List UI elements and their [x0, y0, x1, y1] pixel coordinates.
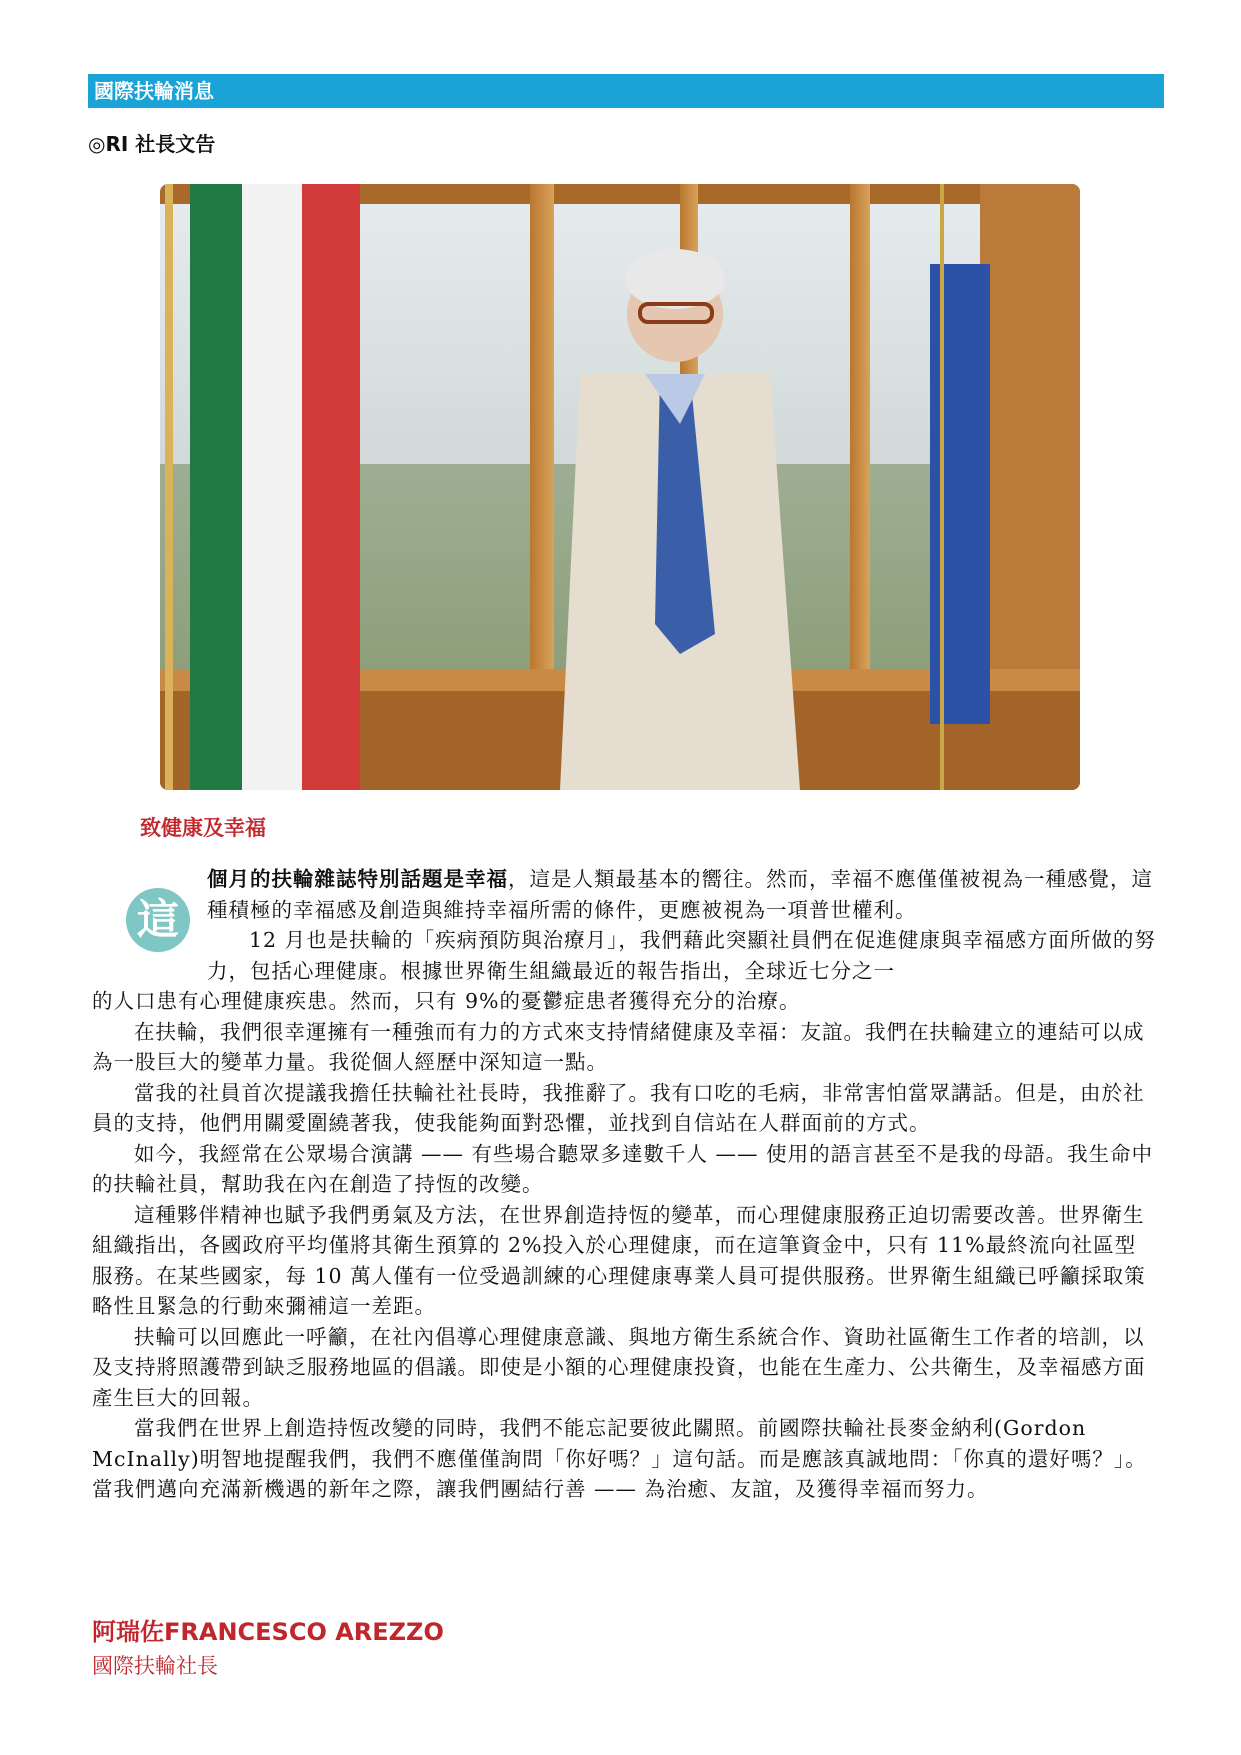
paragraph-2a: 12 月也是扶輪的「疾病預防與治療月」，我們藉此突顯社員們在促進健康與幸福感方面所做的努力，包括心理健康。根據世界衛生組織最近的報告指出，全球近七分之一: [207, 928, 1156, 983]
dropcap-letter: 這: [126, 888, 190, 952]
section-title: ◎RI 社長文告: [88, 132, 216, 156]
paragraph-5: 如今，我經常在公眾場合演講 —— 有些場合聽眾多達數千人 —— 使用的語言甚至不是我的母語。我生命中的扶輪社員，幫助我在內在創造了持恆的改變。: [92, 1141, 1154, 1196]
header-bar: [88, 74, 1164, 108]
paragraph-1-rest: ，這是人類最基本的嚮往。然而，幸福不應僅僅被視為一種感覺，這種積極的幸福感及創造與維持幸福所需的條件，更應被視為一項普世權利。: [207, 867, 1153, 922]
paragraph-4: 當我的社員首次提議我擔任扶輪社社長時，我推辭了。我有口吃的毛病，非常害怕當眾講話。但是，由於社員的支持，他們用關愛圍繞著我，使我能夠面對恐懼，並找到自信站在人群面前的方式。: [92, 1080, 1145, 1135]
paragraph-7: 扶輪可以回應此一呼籲，在社內倡導心理健康意識、與地方衛生系統合作、資助社區衛生工作者的培訓，以及支持將照護帶到缺乏服務地區的倡議。即使是小額的心理健康投資，也能在生產力、公共衛生，及幸福感方面產生巨大的回報。: [92, 1324, 1146, 1410]
signature-title: 國際扶輪社長: [92, 1654, 218, 1678]
president-photo: [160, 184, 1080, 790]
article-subtitle: 致健康及幸福: [140, 816, 266, 840]
paragraph-8: 當我們在世界上創造持恆改變的同時，我們不能忘記要彼此關照。前國際扶輪社長麥金納利(Gordon McInally)明智地提醒我們，我們不應僅僅詢問「你好嗎？」這句話。而是應該真誠地問：「你真的還好嗎？」。: [92, 1416, 1147, 1471]
paragraph-2b: 的人口患有心理健康疾患。然而，只有 9%的憂鬱症患者獲得充分的治療。: [92, 989, 801, 1013]
paragraph-9: 當我們邁向充滿新機遇的新年之際，讓我們團結行善 —— 為治癒、友誼，及獲得幸福而努力。: [92, 1477, 989, 1501]
article-body: [92, 864, 1156, 1505]
paragraph-1-lead: 個月的扶輪雜誌特別話題是幸福: [207, 867, 508, 891]
header-label: 國際扶輪消息: [94, 79, 214, 103]
paragraph-1: [92, 864, 1156, 925]
paragraph-3: 在扶輪，我們很幸運擁有一種強而有力的方式來支持情緒健康及幸福：友誼。我們在扶輪建立的連結可以成為一股巨大的變革力量。我從個人經歷中深知這一點。: [92, 1019, 1145, 1074]
paragraph-6: 這種夥伴精神也賦予我們勇氣及方法，在世界創造持恆的變革，而心理健康服務正迫切需要改善。世界衛生組織指出，各國政府平均僅將其衛生預算的 2%投入於心理健康，而在這筆資金中，只有 11%最終流向社區型服務。在某些國家，每 10 萬人僅有一位受過訓練的心理健康專業人員可提供服務。世界衛生組織已呼籲採取策略性且緊急的行動來彌補這一差距。: [92, 1202, 1146, 1318]
signature-name: 阿瑞佐FRANCESCO AREZZO: [92, 1618, 444, 1646]
president-photo-illustration: [160, 184, 1080, 790]
